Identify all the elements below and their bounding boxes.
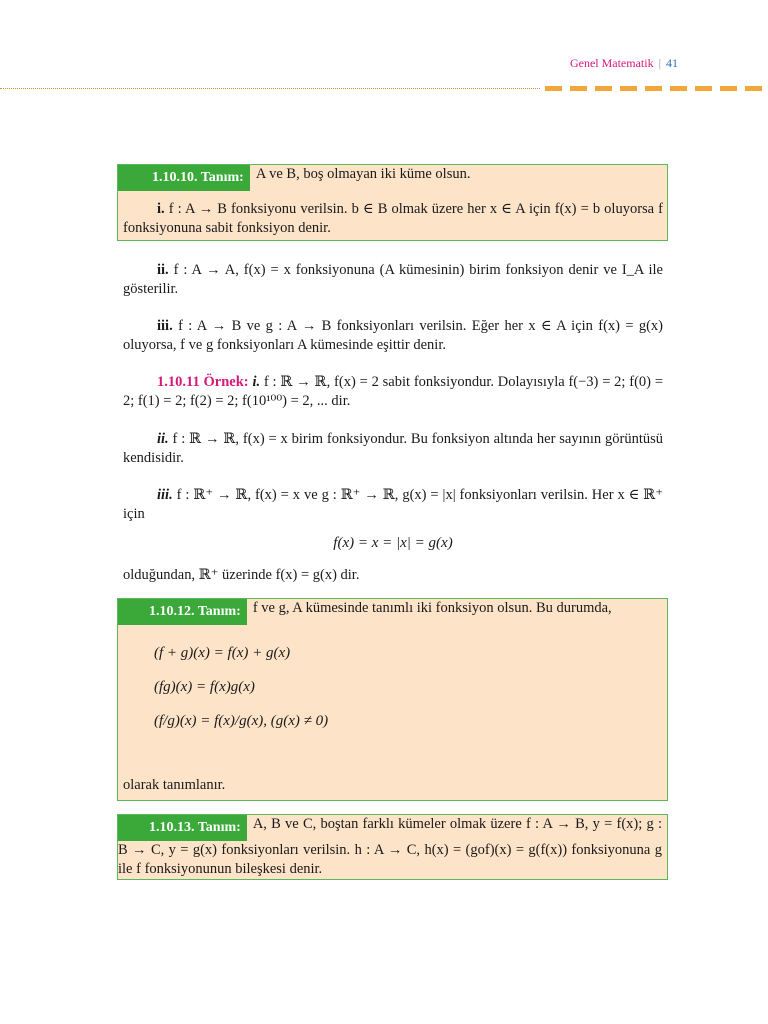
definition-outro: olarak tanımlanır.	[123, 777, 226, 793]
dashed-rule	[545, 86, 768, 91]
definition-tag: 1.10.13. Tanım:	[118, 815, 247, 841]
formula-product: (fg)(x) = f(x)g(x)	[154, 679, 255, 695]
definition-box-1-10-13	[117, 814, 668, 880]
formula-quotient: (f/g)(x) = f(x)/g(x), (g(x) ≠ 0)	[154, 713, 329, 729]
example-item-ii: f : ℝ → ℝ, f(x) = x birim fonksiyondur. Bu fonksiyon altında her sayının görüntüsü kendisidir.	[123, 431, 664, 466]
definition-text: A, B ve C, boştan farklı kümeler olmak üzere f : A → B, y = f(x); g : B → C, y = g(x) fonksiyonları verilsin. h : A → C, h(x) = (gof)(x) = g(f(x)) fonksiyonuna g ile f fonksiyonunun bileşkesi denir.	[118, 816, 662, 877]
dotted-rule	[0, 88, 540, 89]
example-item-i: f : ℝ → ℝ, f(x) = 2 sabit fonksiyondur. Dolayısıyla f(−3) = 2; f(0) = 2; f(1) = 2; f(2) = 2; f(10¹⁰⁰) = 2, ... dir.	[123, 374, 663, 409]
definition-box-1-10-12	[117, 598, 668, 801]
example-item-iii: f : ℝ⁺ → ℝ, f(x) = x ve g : ℝ⁺ → ℝ, g(x) = |x| fonksiyonları verilsin. Her x ∈ ℝ⁺ için	[123, 487, 664, 522]
display-equation: f(x) = x = |x| = g(x)	[333, 535, 453, 551]
book-title: Genel Matematik	[569, 56, 654, 70]
definition-intro: f ve g, A kümesinde tanımlı iki fonksiyon olsun. Bu durumda,	[252, 600, 612, 616]
item-number: i.	[252, 374, 261, 390]
example-conclusion: olduğundan, ℝ⁺ üzerinde f(x) = g(x) dir.	[123, 567, 360, 583]
example-tag: 1.10.11 Örnek:	[157, 374, 249, 390]
item-number: iii.	[157, 318, 173, 334]
formula-sum: (f + g)(x) = f(x) + g(x)	[154, 645, 291, 661]
definition-box-1-10-10	[117, 164, 668, 241]
page-number: 41	[666, 56, 678, 70]
definition-item-iii-paragraph	[123, 317, 663, 355]
item-number: ii.	[157, 262, 169, 278]
definition-item-i: f : A → B fonksiyonu verilsin. b ∈ B olmak üzere her x ∈ A için f(x) = b oluyorsa f fonksiyonuna sabit fonksiyon denir.	[123, 201, 664, 236]
definition-item-iii: f : A → B ve g : A → B fonksiyonları verilsin. Eğer her x ∈ A için f(x) = g(x) oluyorsa, f ve g fonksiyonları A kümesinde eşittir denir.	[123, 318, 664, 353]
example-ii-paragraph	[123, 430, 663, 468]
definition-tag: 1.10.10. Tanım:	[118, 165, 250, 191]
item-number: i.	[157, 201, 165, 217]
definition-tag: 1.10.12. Tanım:	[118, 599, 247, 625]
item-number: ii.	[157, 431, 169, 447]
definition-item-ii: f : A → A, f(x) = x fonksiyonuna (A kümesinin) birim fonksiyon denir ve I_A ile gösterilir.	[123, 262, 663, 297]
example-iii-paragraph	[123, 486, 663, 524]
example-i-paragraph	[123, 373, 663, 411]
running-header	[570, 56, 678, 71]
definition-item-ii-paragraph	[123, 261, 663, 299]
item-number: iii.	[157, 487, 173, 503]
definition-intro: A ve B, boş olmayan iki küme olsun.	[255, 166, 471, 182]
header-separator: |	[658, 56, 661, 70]
